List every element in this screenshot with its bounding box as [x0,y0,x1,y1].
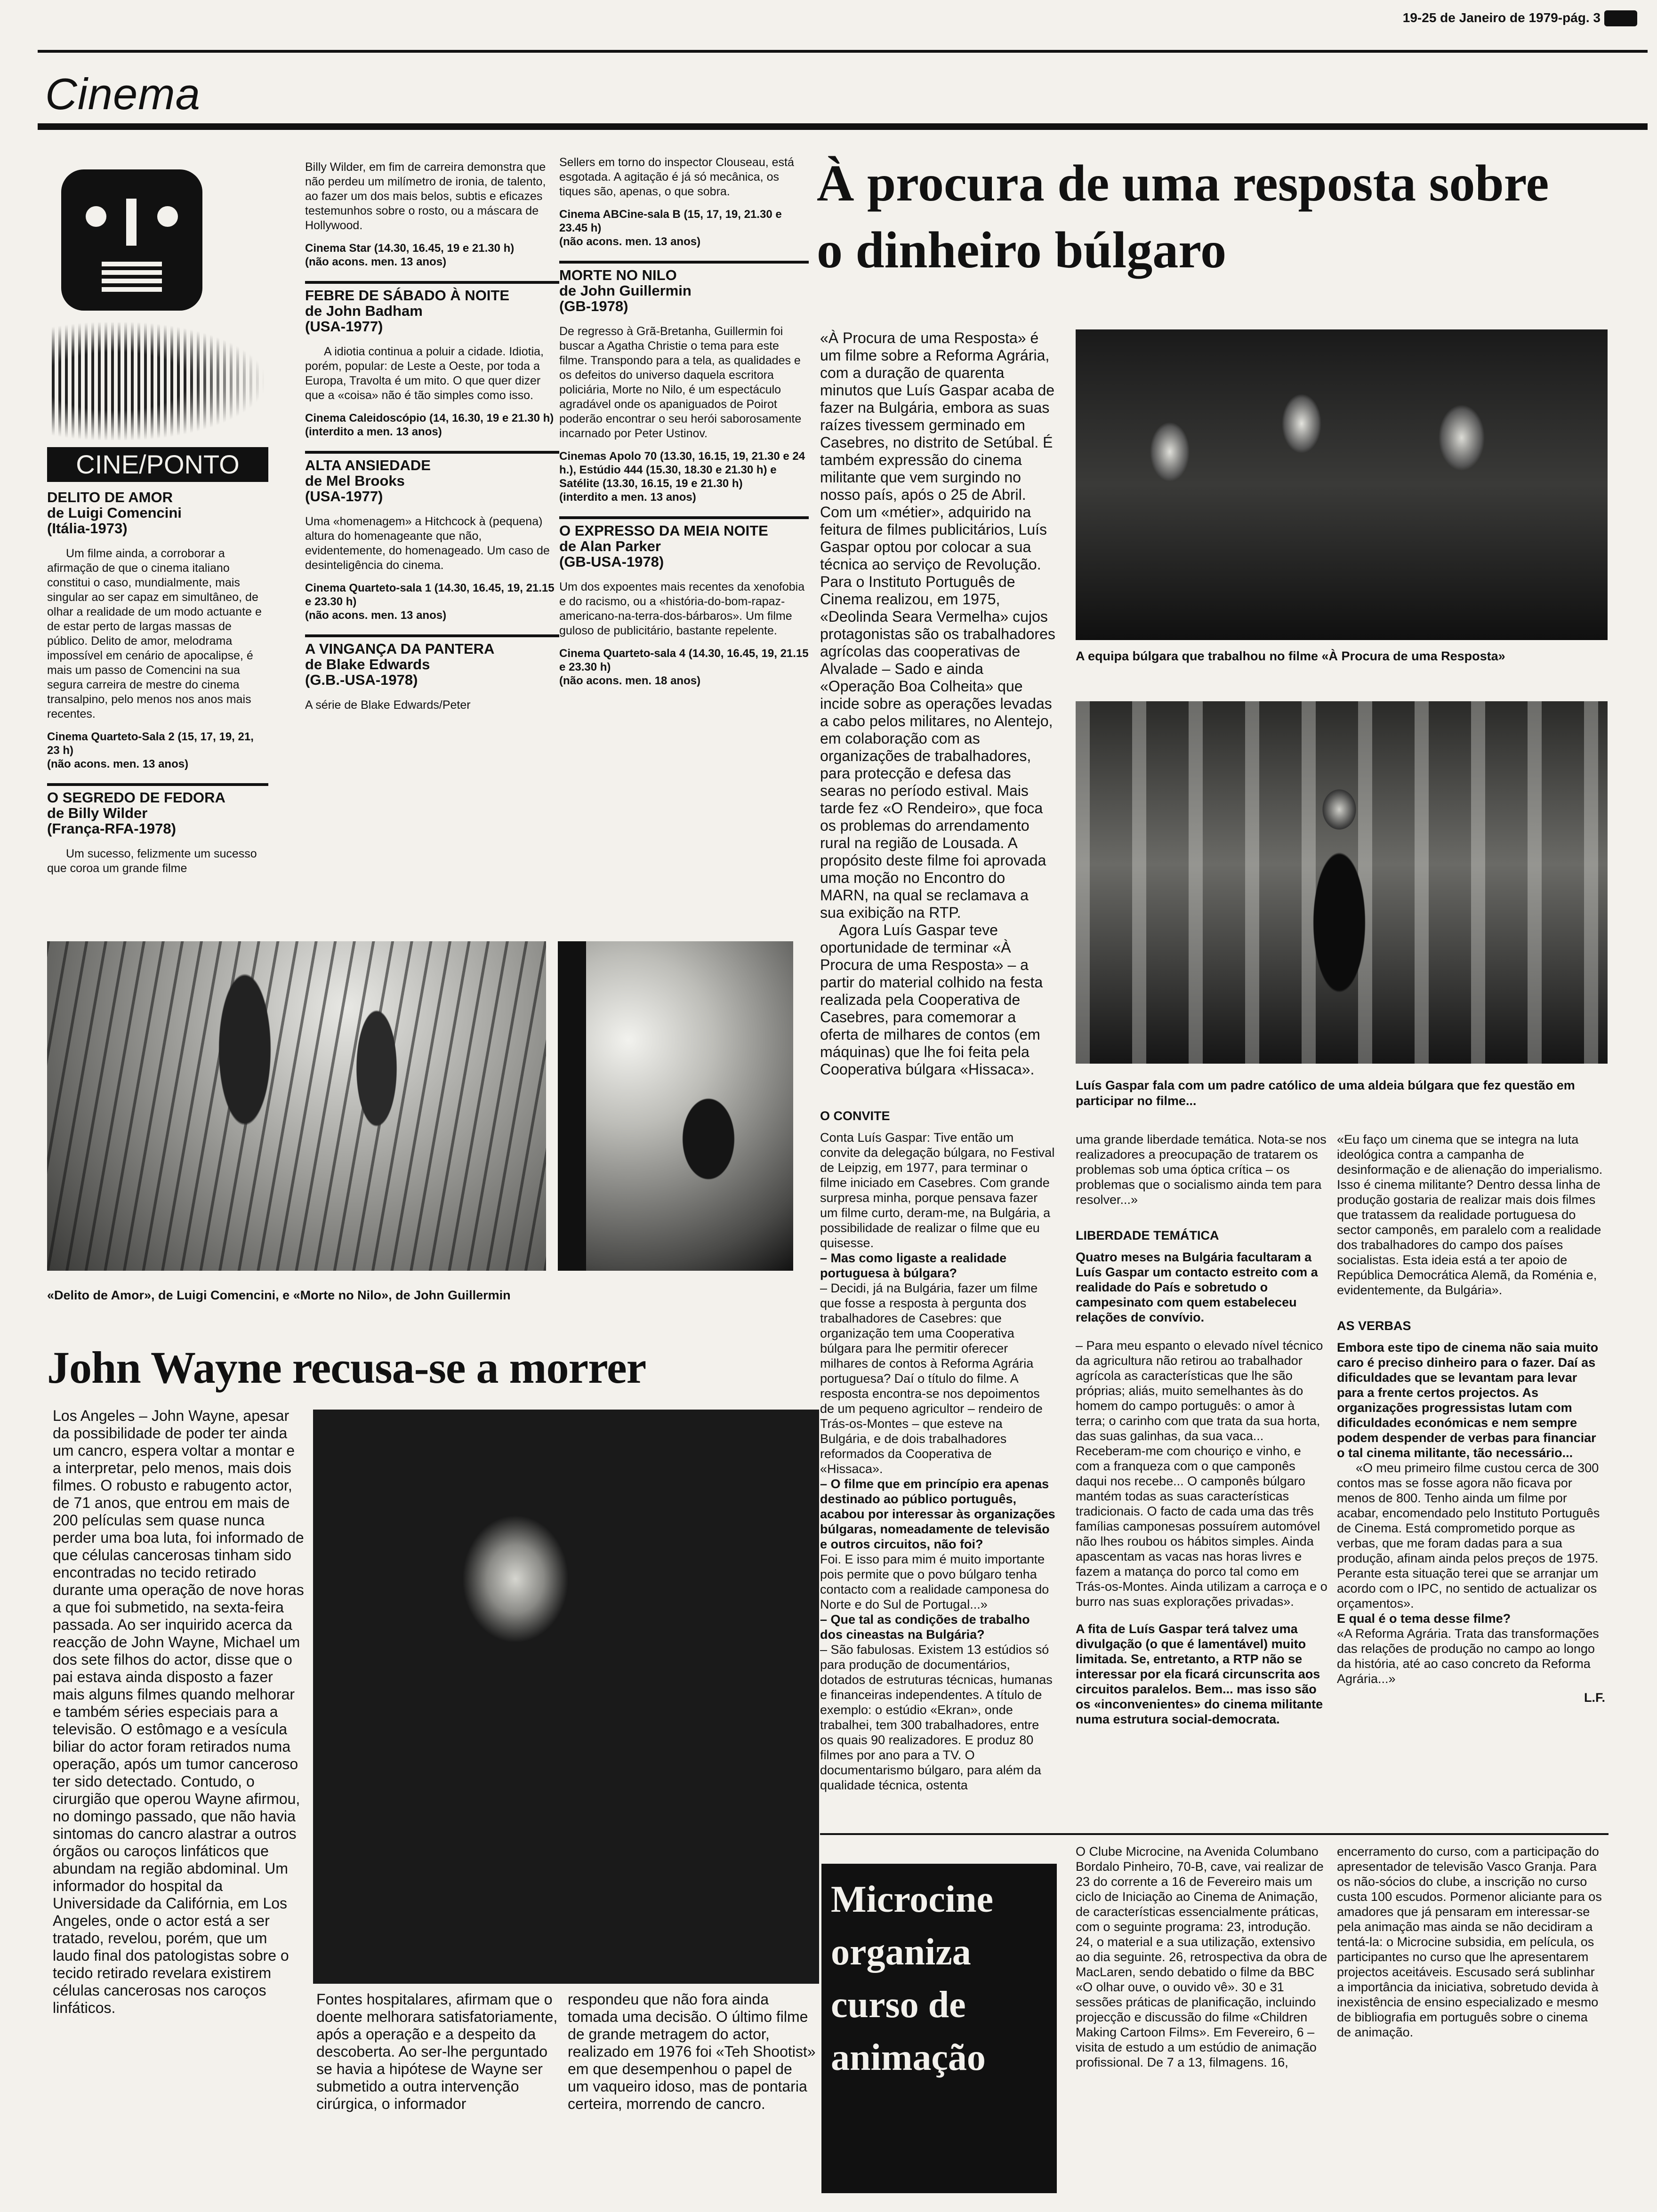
microcine-column-2 [1337,1844,1605,2192]
film-origin: (GB-1978) [559,298,628,314]
film-rating: (não acons. men. 13 anos) [305,256,447,268]
wayne-column-1 [53,1407,307,2188]
header-mark-icon [1604,10,1637,26]
signature: L.F. [1584,1691,1605,1705]
film-review: Um sucesso, felizmente um sucesso que coroa um grande filme [47,847,257,875]
section-convite: O CONVITE [820,1109,890,1123]
bulgaro-column-4 [1337,1132,1605,1819]
microcine-text: O Clube Microcine, na Avenida Columbano Bordalo Pinheiro, 70-B, cave, vai realizar de 23 do corrente a 16 de Fevereiro mais um ciclo de Iniciação ao Cinema de Animação, de características essencialmente práticas, com o seguinte programa: 23, introdução. 24, o material e a sua utilização, extensivo ao dia seguinte. 26, retrospectiva da obra de MacLaren, sendo debatido o filme da BBC «O olhar ouve, o ouvido vê». 30 e 31 sessões práticas de planificação, incluindo projecção e discussão do filme «Children Making Cartoon Films». Em Fevereiro, 6 – visita de estudo a um estúdio de animação profissional. De 7 a 13, filmagens. 16, [1076,1844,1327,2069]
film-director: de Luigi Comencini [47,505,182,521]
film-origin: (USA-1977) [305,488,383,505]
film-schedule: Cinema Star (14.30, 16.45, 19 e 21.30 h) [305,242,515,255]
film-rating: (interdito a men. 13 anos) [559,491,696,504]
bulgaro-text: «O meu primeiro filme custou cerca de 300 contos mas se fosse agora não ficava por menos de 800. Tenho ainda um filme por acabar, encomendado pelo Instituto Português de Cinema. Está comprometido porque as verbas, que me foram dadas para a sua produção, afinam ainda pelos preços de 1975. Perante esta situação terei que se arranjar um acordo com o IPC, no sentido de actualizar os orçamentos». [1337,1461,1600,1611]
microcine-headline-text: Microcine organiza curso de animação [831,1879,994,2078]
right-film-column [559,155,809,922]
photo-equipa-bulgara [1076,329,1608,640]
fedora-continued: Billy Wilder, em fim de carreira demonstra que não perdeu um milímetro de ironia, de talento, ao fazer um dos mais belos, subtis e eficazes testemunhos sobre o rosto, ou a máscara de Hollywood. [305,160,546,232]
film-delito [47,489,268,771]
film-schedule: Cinema Quarteto-sala 1 (14.30, 16.45, 19, 21.15 e 23.30 h) [305,582,555,608]
film-rating: (interdito a men. 13 anos) [305,425,442,438]
microcine-text: encerramento do curso, com a participação do apresentador de televisão Vasco Granja. Para os não-sócios do clube, a inscrição no curso custa 100 escudos. Pormenor aliciante para os amadores que já pensaram em interessar-se pela animação mas ainda se não decidiram a tentá-la: o Microcine subsidia, em película, os participantes no curso que lhe apresentarem projectos aceitáveis. Escusado será sublinhar a importância da iniciativa, sobretudo devida à inexistência de ensino especializado e mesmo de bibliografia em português sobre o cinema de animação. [1337,1844,1602,2039]
bulgaro-column-3 [1076,1132,1327,1819]
interview-question: – O filme que em princípio era apenas destinado ao público português, acabou por interessar às organizações búlgaras, nomeadamente de televisão e outros circuitos, não foi? [820,1477,1055,1551]
middle-film-column [305,160,559,922]
film-vinganca [305,634,559,713]
film-director: de John Guillermin [559,282,692,299]
film-origin: (USA-1977) [305,318,383,335]
film-rating: (não acons. men. 13 anos) [559,235,701,248]
microcine-rule [820,1833,1609,1835]
top-rule [38,50,1648,53]
film-title: A VINGANÇA DA PANTERA [305,641,495,657]
film-title: O SEGREDO DE FEDORA [47,789,225,806]
wayne-text: Los Angeles – John Wayne, apesar da possibilidade de poder ter ainda um cancro, espera voltar a montar e a interpretar, pelo menos, mais dois filmes. O robusto e rabugento actor, de 71 anos, que entrou em mais de 200 películas sem quase nunca perder uma boa luta, foi informado de que células cancerosas tinham sido encontradas no tecido retirado durante uma operação de nove horas a que foi submetido, na sexta-feira passada. Ao ser inquirido acerca da reacção de John Wayne, Michael um dos sete filhos do actor, disse que o pai estava ainda disposto a fazer mais alguns filmes quando melhorar e também séries especiais para a televisão. O estômago e a vesícula biliar do actor foram retirados numa operação, após um tumor canceroso ter sido detectado. Contudo, o cirurgião que operou Wayne afirmou, no domingo passado, que não havia sintomas do cancro alastrar a outros órgãos ou caroços linfáticos que abundam na região abdominal. Um informador do hospital da Universidade da Califórnia, em Los Angeles, onde o actor está a ser tratado, revelou, porém, que um laudo final dos patologistas sobre o tecido retirado revelara existirem células cancerosas nos caroços linfáticos. [53,1407,304,2016]
cine-ponto-logo [47,160,268,489]
interview-answer: «A Reforma Agrária. Trata das transformações das relações de produção no campo ao longo da história, até ao caso concreto da Reforma Agrária...» [1337,1627,1599,1686]
interview-answer: Foi. E isso para mim é muito importante pois permite que o povo búlgaro tenha contacto com a realidade camponesa do Norte e do Sul de Portugal...» [820,1552,1049,1611]
film-title: FEBRE DE SÁBADO À NOITE [305,287,510,304]
interview-answer: – Decidi, já na Bulgária, fazer um filme que fosse a resposta à pergunta dos trabalhadores de Casebres: que organização tem uma Cooperativa búlgara para lhe permitir oferecer milhares de contos à Reforma Agrária portuguesa? Daí o título do filme. A resposta encontra-se nos depoimentos de um pequeno agricultor – rendeiro de Trás-os-Montes – que esteve na Bulgária, e de dois trabalhadores reformados da Cooperativa de «Hissaca». [820,1281,1043,1476]
film-review: A idiotia continua a poluir a cidade. Idiotia, porém, popular: de Leste a Oeste, por toda a Europa, Travolta é um mito. O que quer dizer que a «coisa» não é tão simples como isso. [305,345,544,402]
bulgaro-column-1 [820,329,1055,1097]
film-febre [305,281,559,439]
photo-john-wayne [313,1410,819,1984]
film-director: de Alan Parker [559,538,661,554]
caption-padre: Luís Gaspar fala com um padre católico de uma aldeia búlgara que fez questão em participar no filme... [1076,1078,1575,1108]
section-verbas: AS VERBAS [1337,1319,1411,1333]
bulgaro-headline: À procura de uma resposta sobre o dinheiro búlgaro [817,154,1549,279]
bulgaro-lead: A fita de Luís Gaspar terá talvez uma divulgação (o que é lamentável) muito limitada. Se, entretanto, a RTP não se interessar por ela ficará circunscrita aos circuitos paralelos. Bem... mas isso são os «inconvenientes» do cinema militante numa estrutura social-democrata. [1076,1622,1323,1726]
film-origin: (GB-USA-1978) [559,553,664,570]
film-fedora [47,783,268,876]
film-schedule: Cinema ABCine-sala B (15, 17, 19, 21.30 e 23.45 h) [559,208,782,234]
dateline: 19-25 de Janeiro de 1979-pág. 3 [1402,10,1601,25]
bulgaro-text: Conta Luís Gaspar: Tive então um convite da delegação búlgara, no Festival de Leipzig, em 1977, para terminar o filme iniciado em Casebres. Com grande surpresa minha, porque pensava fazer um filme curto, deram-me, na Bulgária, a possibilidade de realizar o filme que eu quisesse. [820,1130,1055,1250]
film-title: O EXPRESSO DA MEIA NOITE [559,522,768,539]
film-director: de Mel Brooks [305,473,405,489]
film-schedule: Cinema Quarteto-sala 4 (14.30, 16.45, 19, 21.15 e 23.30 h) [559,647,809,673]
film-rating: (não acons. men. 18 anos) [559,674,701,687]
bulgaro-column-2 [820,1108,1055,1819]
film-director: de John Badham [305,303,423,319]
face-icon [61,169,202,311]
bulgaro-text: – Para meu espanto o elevado nível técnico da agricultura não retirou ao trabalhador agrícola as características que lhe são próprias; aliás, muito semelhantes às do homem do campo português: o amor à terra; o carinho com que trata da sua horta, das suas galinhas, da sua vaca... Receberam-me com chouriço e vinho, e com a franqueza com o que camponês daqui nos recebe... O camponês búlgaro mantém todas as suas características tradicionais. O facto de cada uma das três famílias camponesas possuírem automóvel não lhes roubou os hábitos simples. Ainda apascentam as vacas nas horas livres e fazem a matança do porco tal como em Trás-os-Montes. Ainda utilizam a carroça e o burro nas suas explorações privadas». [1076,1338,1327,1609]
film-review: Uma «homenagem» a Hitchcock à (pequena) altura do homenageante que não, evidentemente, do homenageado. Um caso de desinteligência do cinema. [305,515,550,572]
section-rule [38,123,1648,130]
halftone-pattern [52,322,264,440]
film-schedule: Cinema Quarteto-Sala 2 (15, 17, 19, 21, 23 h) [47,730,254,757]
photo-delito-de-amor [47,941,546,1271]
section-title: Cinema [45,69,201,119]
film-director: de Blake Edwards [305,656,430,673]
film-rating: (não acons. men. 13 anos) [47,758,189,770]
pantera-continued: Sellers em torno do inspector Clouseau, está esgotada. A agitação é já só mecânica, os tiques são, apenas, o que sobra. [559,156,794,198]
bulgaro-lead: Embora este tipo de cinema não saia muito caro é preciso dinheiro para o fazer. Daí as dificuldades que se levantam para levar para a frente certos projectos. As organizações progressistas lutam com dificuldades económicas e nem sempre podem despender de verbas para financiar o tal cinema militante, tão necessário... [1337,1340,1599,1460]
film-review: Um filme ainda, a corroborar a afirmação de que o cinema italiano constitui o caso, mundialmente, mais singular ao ser capaz em simultâneo, de olhar a realidade de um modo actuante e de estar perto de largas massas de público. Delito de amor, melodrama impossível em cenário de apocalipse, é mais um passo de Comencini na sua segura carreira de mestre do cinema transalpino, pelo menos nos anos mais recentes. [47,547,262,721]
section-liberdade: LIBERDADE TEMÁTICA [1076,1228,1219,1242]
wayne-text: respondeu que não fora ainda tomada uma decisão. O último filme de grande metragem do actor, realizado em 1976 foi «Teh Shootist» em que desempenhou o papel de um vaqueiro idoso, mas de pontaria certeira, morrendo de cancro. [568,1991,816,2112]
film-review: Um dos expoentes mais recentes da xenofobia e do racismo, ou a «história-do-bom-rapaz-americano-na-terra-dos-bárbaros». Um filme guloso de publicitário, bastante repelente. [559,580,805,637]
microcine-column-1 [1076,1844,1327,2192]
wayne-column-2 [316,1991,561,2198]
film-alta-ansiedade [305,451,559,622]
photo-morte-no-nilo [558,941,793,1271]
interview-question: – Que tal as condições de trabalho dos cineastas na Bulgária? [820,1612,1030,1642]
film-director: de Billy Wilder [47,805,148,821]
film-expresso [559,516,809,688]
caption-equipa: A equipa búlgara que trabalhou no filme «À Procura de uma Resposta» [1076,649,1505,663]
wayne-column-3 [568,1991,817,2198]
cine-ponto-label: CINE/PONTO [47,447,268,482]
interview-question: – Mas como ligaste a realidade portuguesa à búlgara? [820,1251,1007,1280]
bulgaro-text: uma grande liberdade temática. Nota-se nos realizadores a preocupação de tratarem os problemas sob uma óptica crítica – os problemas que o socialismo ainda tem para resolver...» [1076,1132,1327,1207]
film-origin: (França-RFA-1978) [47,820,176,837]
photos-caption: «Delito de Amor», de Luigi Comencini, e «Morte no Nilo», de John Guillermin [47,1288,511,1302]
film-title: DELITO DE AMOR [47,489,173,505]
film-review: A série de Blake Edwards/Peter [305,698,471,712]
interview-answer: – São fabulosas. Existem 13 estúdios só para produção de documentários, dotados de estruturas técnicas, humanas e financeiras independentes. A título de exemplo: o estúdio «Ekran», onde trabalhei, tem 300 trabalhadores, entre os quais 90 realizadores. E produz 80 filmes por ano para a TV. O documentarismo búlgaro, para além da qualidade técnica, ostenta [820,1643,1053,1792]
photo-padre-catolico [1076,701,1608,1064]
bulgaro-text: «À Procura de uma Resposta» é um filme sobre a Reforma Agrária, com a duração de quarenta minutos que Luís Gaspar acaba de fazer na Bulgária, embora as suas raízes tivessem germinado em Casebres, no distrito de Setúbal. É também expressão do cinema militante que vem surgindo no nosso país, após o 25 de Abril. Com um «métier», adquirido na feitura de filmes publicitários, Luís Gaspar optou por colocar a sua técnica ao serviço de Revolução. Para o Instituto Português de Cinema realizou, em 1975, «Deolinda Seara Vermelha» cujos protagonistas são os trabalhadores agrícolas das cooperativas de Alvalade – Sado e ainda «Operação Boa Colheita» que incide sobre as operações levadas a cabo pelos militares, no Alentejo, em colaboração com as organizações de trabalhadores, para protecção e defesa das searas no período estival. Mais tarde fez «O Rendeiro», que foca os problemas do arrendamento rural na região de Lousada. A propósito deste filme foi aprovada uma moção no Encontro do MARN, na qual se reclamava a sua exibição na RTP. [820,329,1055,921]
bulgaro-text: Agora Luís Gaspar teve oportunidade de terminar «À Procura de uma Resposta» – a partir do material colhido na festa realizada pela Cooperativa de Casebres, para comemorar a oferta de milhares de contos (em máquinas) que lhe foi feita pela Cooperativa búlgara «Hissaca». [820,922,1043,1078]
wayne-headline: John Wayne recusa-se a morrer [47,1342,646,1393]
microcine-headline [821,1864,1057,2193]
film-origin: (G.B.-USA-1978) [305,672,418,688]
interview-question: E qual é o tema desse filme? [1337,1611,1511,1626]
bulgaro-text: «Eu faço um cinema que se integra na luta ideológica contra a campanha de desinformação e de alienação do imperialismo. Isso é cinema militante? Dentro dessa linha de produção gostaria de realizar mais dois filmes que tratassem da realidade portuguesa do sector camponês, em paralelo com a realidade dos trabalhadores do campo dos países socialistas. Esta ideia está a ter apoio de República Democrática Alemã, da Roménia e, evidentemente, da Bulgária». [1337,1132,1603,1297]
film-origin: (Itália-1973) [47,520,128,537]
film-schedule: Cinemas Apolo 70 (13.30, 16.15, 19, 21.30 e 24 h.), Estúdio 444 (15.30, 18.30 e 21.30 h) e Satélite (13.30, 16.15, 19 e 21.30 h) [559,450,805,490]
bulgaro-lead: Quatro meses na Bulgária facultaram a Luís Gaspar um contacto estreito com a realidade do País e sobretudo o campesinato com quem estabeleceu relações de convívio. [1076,1250,1318,1324]
film-title: ALTA ANSIEDADE [305,457,431,473]
film-morte-nilo [559,261,809,504]
film-schedule: Cinema Caleidoscópio (14, 16.30, 19 e 21.30 h) [305,412,554,425]
film-rating: (não acons. men. 13 anos) [305,609,447,622]
left-film-column [47,489,268,922]
film-title: MORTE NO NILO [559,267,677,283]
film-review: De regresso à Grã-Bretanha, Guillermin foi buscar a Agatha Christie o tema para este filme. Transpondo para a tela, as qualidades e os defeitos do universo daquela escritora policiária, Morte no Nilo, é um espectáculo agradável onde os apaniguados de Poirot poderão encontrar o seu herói saborosamente incarnado por Peter Ustinov. [559,325,802,440]
wayne-text: Fontes hospitalares, afirmam que o doente melhorara satisfatoriamente, após a operação e a despeito da descoberta. Ao ser-lhe perguntado se havia a hipótese de Wayne ser submetido a outra intervenção cirúrgica, o informador [316,1991,558,2112]
